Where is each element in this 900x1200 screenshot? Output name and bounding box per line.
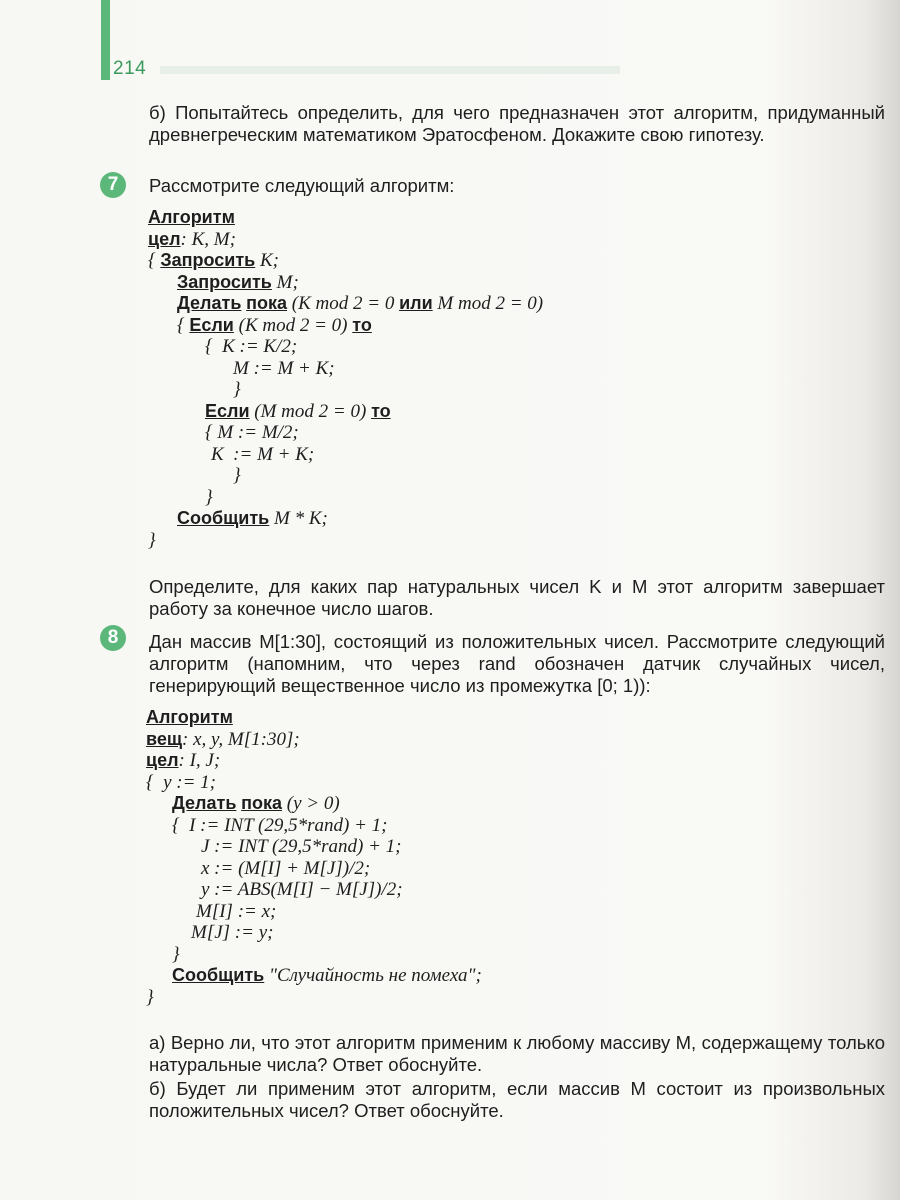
task8-question-a: а) Верно ли, что этот алгоритм применим к любому массиву M, содержащему только натуральные числа? Ответ обоснуйте. <box>149 1032 885 1075</box>
code-text: : K, M; <box>180 228 236 250</box>
code-text: y := ABS(M[I] − M[J])/2; <box>201 879 403 900</box>
code-text: { <box>177 314 190 336</box>
code-line <box>146 858 482 880</box>
code-text: } <box>172 943 180 965</box>
code-text: M * K; <box>269 508 328 529</box>
code-keyword: или <box>399 293 433 313</box>
code-text: { M := M/2; <box>205 422 299 443</box>
task6b-text: б) Попытайтесь определить, для чего предназначен этот алгоритм, придуманный древнегреческим математиком Эратосфеном. Докажите свою гипотезу. <box>149 102 885 145</box>
code-text: x := (M[I] + M[J])/2; <box>201 857 371 879</box>
task7-code <box>148 207 543 551</box>
code-line <box>148 336 543 358</box>
code-line <box>146 707 482 729</box>
code-text: (K mod 2 = 0 <box>287 293 400 314</box>
code-line <box>148 293 543 315</box>
code-keyword: Сообщить <box>177 508 270 528</box>
code-line <box>146 772 482 794</box>
code-keyword: Делать <box>172 793 237 813</box>
code-line <box>146 879 482 901</box>
task7-number-badge: 7 <box>100 172 126 198</box>
code-text: M mod 2 = 0) <box>432 293 544 314</box>
code-text: M[J] := y; <box>191 922 274 943</box>
code-keyword: то <box>371 400 391 421</box>
code-keyword: Запросить <box>177 271 272 292</box>
code-text: M := M + K; <box>233 357 335 379</box>
code-text: } <box>148 529 156 551</box>
code-line <box>146 815 482 837</box>
code-line <box>148 315 543 337</box>
code-text: K; <box>255 250 279 271</box>
code-keyword: вещ <box>146 728 183 749</box>
code-text: (K mod 2 = 0) <box>233 314 353 336</box>
code-keyword: цел <box>148 228 181 249</box>
code-text: } <box>146 986 154 1008</box>
code-text: } <box>233 465 241 486</box>
code-line <box>148 250 543 272</box>
code-line <box>148 229 543 251</box>
code-text: } <box>233 379 241 400</box>
code-line <box>148 444 543 466</box>
code-line <box>146 922 482 944</box>
code-keyword: пока <box>246 293 288 313</box>
code-keyword: Сообщить <box>172 965 265 985</box>
code-line <box>148 272 543 294</box>
code-line <box>148 401 543 423</box>
code-text: { I := INT (29,5*rand) + 1; <box>172 814 388 836</box>
code-line <box>146 836 482 858</box>
code-text: { y := 1; <box>146 771 217 793</box>
task7-intro: Рассмотрите следующий алгоритм: <box>149 175 455 196</box>
code-line <box>148 487 543 509</box>
task8-number-badge: 8 <box>100 625 126 651</box>
code-text: J := INT (29,5*rand) + 1; <box>201 836 402 857</box>
code-text: } <box>205 486 213 508</box>
code-keyword: пока <box>241 793 283 813</box>
task8-intro: Дан массив M[1:30], состоящий из положительных чисел. Рассмотрите следующий алгоритм (напомним, что через rand обозначен датчик случайных чисел, генерирующий вещественное число из промежутка [0; 1)): <box>149 631 885 696</box>
code-keyword: Алгоритм <box>148 207 235 227</box>
code-line <box>146 750 482 772</box>
code-text: M[I] := x; <box>196 900 277 922</box>
code-line <box>148 530 543 552</box>
code-keyword: цел <box>146 750 179 770</box>
task8-code <box>146 707 482 1008</box>
bleed-through-header <box>160 66 620 74</box>
code-line <box>148 358 543 380</box>
code-line <box>146 901 482 923</box>
chapter-marker-bar <box>101 0 110 80</box>
code-keyword: Делать <box>177 293 242 313</box>
code-keyword: Если <box>205 400 250 421</box>
code-text: K := M + K; <box>211 443 315 465</box>
code-line <box>148 508 543 530</box>
code-line <box>148 465 543 487</box>
code-line <box>148 207 543 229</box>
task7-question: Определите, для каких пар натуральных чисел K и M этот алгоритм завершает работу за конечное число шагов. <box>149 576 885 619</box>
code-text: (M mod 2 = 0) <box>249 400 372 422</box>
task8-question-b: б) Будет ли применим этот алгоритм, если массив M состоит из произвольных положительных чисел? Ответ обоснуйте. <box>149 1078 885 1121</box>
code-line <box>146 987 482 1009</box>
code-line <box>146 965 482 987</box>
code-line <box>148 422 543 444</box>
code-text: M; <box>271 271 299 293</box>
page-number: 214 <box>113 58 147 79</box>
code-text: : I, J; <box>178 750 221 771</box>
code-line <box>146 793 482 815</box>
code-line <box>148 379 543 401</box>
code-line <box>146 944 482 966</box>
code-line <box>146 729 482 751</box>
code-keyword: то <box>352 314 372 335</box>
code-text: "Случайность не помеха"; <box>264 965 482 986</box>
code-keyword: Алгоритм <box>146 707 233 727</box>
code-text: (y > 0) <box>282 793 340 814</box>
code-text: { K := K/2; <box>205 336 298 357</box>
code-text: : x, y, M[1:30]; <box>182 728 300 750</box>
code-text: { <box>148 250 161 271</box>
code-keyword: Если <box>189 314 234 335</box>
code-keyword: Запросить <box>160 250 256 270</box>
